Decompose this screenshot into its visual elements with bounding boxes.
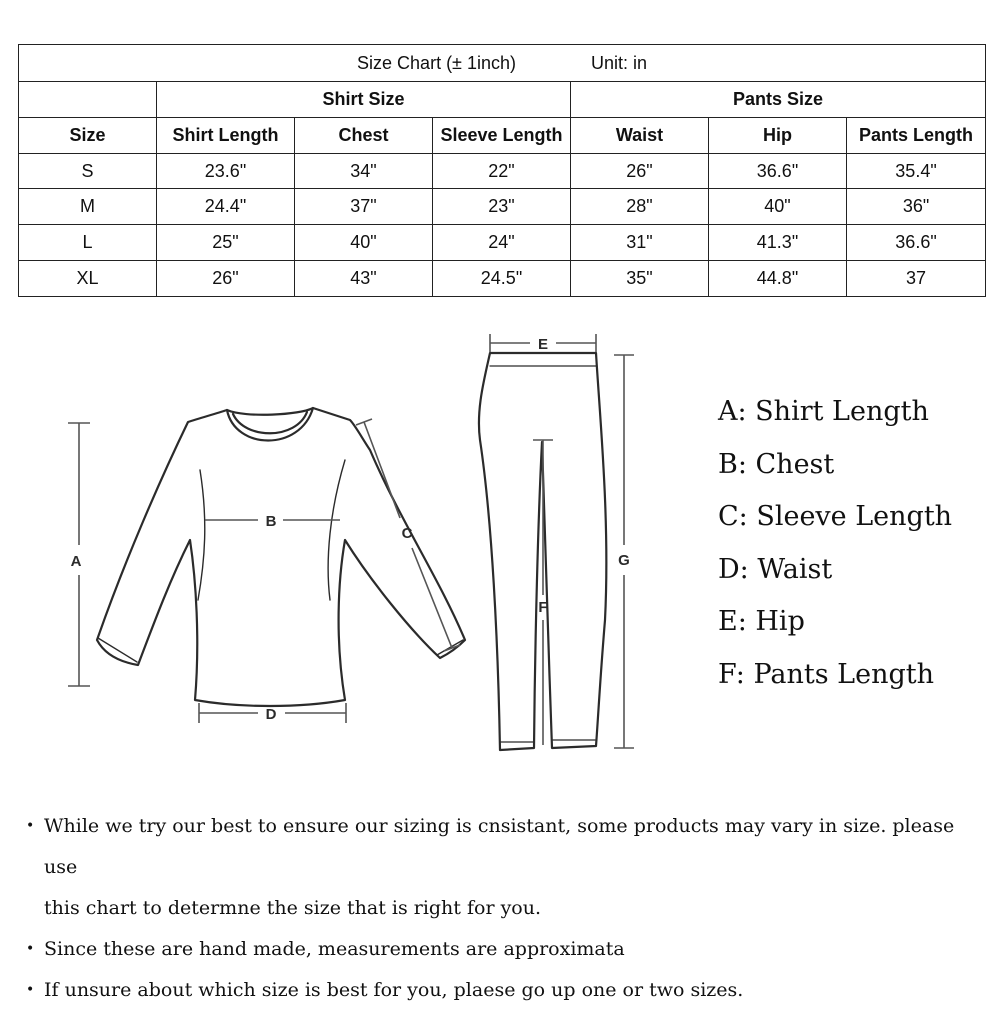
cell-chest: 34" [295, 153, 433, 189]
cell-hip: 40" [709, 189, 847, 225]
table-row [19, 153, 986, 189]
col-header-chest: Chest [295, 117, 433, 153]
legend-item: F: Pants Length [718, 658, 934, 690]
label-f: F [538, 599, 548, 616]
cell-chest: 43" [295, 261, 433, 297]
cell-sleeve-length: 22" [433, 153, 571, 189]
note-text: this chart to determne the size that is right for you. [44, 897, 542, 919]
cell-waist: 28" [571, 189, 709, 225]
size-chart-caption: Size Chart (± 1inch) [357, 52, 516, 73]
cell-pants-length: 35.4" [847, 153, 986, 189]
col-header-size: Size [19, 117, 157, 153]
measurement-diagram [0, 320, 700, 770]
legend-item: E: Hip [718, 606, 805, 638]
cell-size: XL [19, 261, 157, 297]
bullet-icon: • [26, 941, 35, 957]
note-text: Since these are hand made, measurements are approximata [44, 938, 625, 960]
label-b: B [265, 513, 277, 530]
table-row [19, 225, 986, 261]
table-row [19, 261, 986, 297]
cell-chest: 40" [295, 225, 433, 261]
caption-cell [19, 45, 986, 82]
col-header-waist: Waist [571, 117, 709, 153]
shirt-size-header: Shirt Size [157, 82, 571, 118]
note-item [26, 929, 986, 970]
cell-sleeve-length: 24.5" [433, 261, 571, 297]
note-text: If unsure about which size is best for you, plaese go up one or two sizes. [44, 979, 744, 1001]
cell-sleeve-length: 24" [433, 225, 571, 261]
cell-waist: 26" [571, 153, 709, 189]
cell-hip: 41.3" [709, 225, 847, 261]
note-continuation [26, 888, 986, 929]
table-row [19, 189, 986, 225]
cell-hip: 36.6" [709, 153, 847, 189]
sizing-notes [26, 806, 986, 1011]
bullet-icon: • [26, 982, 35, 998]
label-e: E [537, 336, 549, 353]
column-header-row [19, 117, 986, 153]
col-header-hip: Hip [709, 117, 847, 153]
note-item [26, 970, 986, 1011]
col-header-sleeve-length: Sleeve Length [433, 117, 571, 153]
cell-waist: 35" [571, 261, 709, 297]
cell-shirt-length: 24.4" [157, 189, 295, 225]
pants-size-header: Pants Size [571, 82, 986, 118]
col-header-pants-length: Pants Length [847, 117, 986, 153]
label-c: C [401, 525, 413, 542]
cell-pants-length: 37 [847, 261, 986, 297]
caption-row [19, 45, 986, 82]
note-text: While we try our best to ensure our sizing is cnsistant, some products may vary in size. please use [44, 815, 955, 878]
shirt-outline [97, 408, 465, 706]
cell-pants-length: 36" [847, 189, 986, 225]
label-g: G [618, 552, 630, 569]
cell-chest: 37" [295, 189, 433, 225]
label-a: A [70, 553, 82, 570]
note-item [26, 806, 986, 888]
cell-pants-length: 36.6" [847, 225, 986, 261]
legend-item: C: Sleeve Length [718, 501, 953, 533]
measurement-legend [718, 392, 952, 708]
cell-sleeve-length: 23" [433, 189, 571, 225]
empty-header-cell [19, 82, 157, 118]
cell-size: S [19, 153, 157, 189]
legend-item: D: Waist [718, 553, 833, 585]
label-d: D [265, 706, 277, 723]
unit-label: Unit: in [590, 52, 648, 73]
bullet-icon: • [26, 818, 35, 834]
cell-waist: 31" [571, 225, 709, 261]
cell-shirt-length: 23.6" [157, 153, 295, 189]
cell-size: L [19, 225, 157, 261]
cell-shirt-length: 25" [157, 225, 295, 261]
legend-item: A: Shirt Length [718, 396, 929, 427]
col-header-shirt-length: Shirt Length [157, 117, 295, 153]
legend-item: B: Chest [718, 448, 835, 480]
cell-hip: 44.8" [709, 261, 847, 297]
cell-size: M [19, 189, 157, 225]
group-header-row [19, 82, 986, 118]
cell-shirt-length: 26" [157, 261, 295, 297]
size-chart-table [18, 44, 986, 297]
